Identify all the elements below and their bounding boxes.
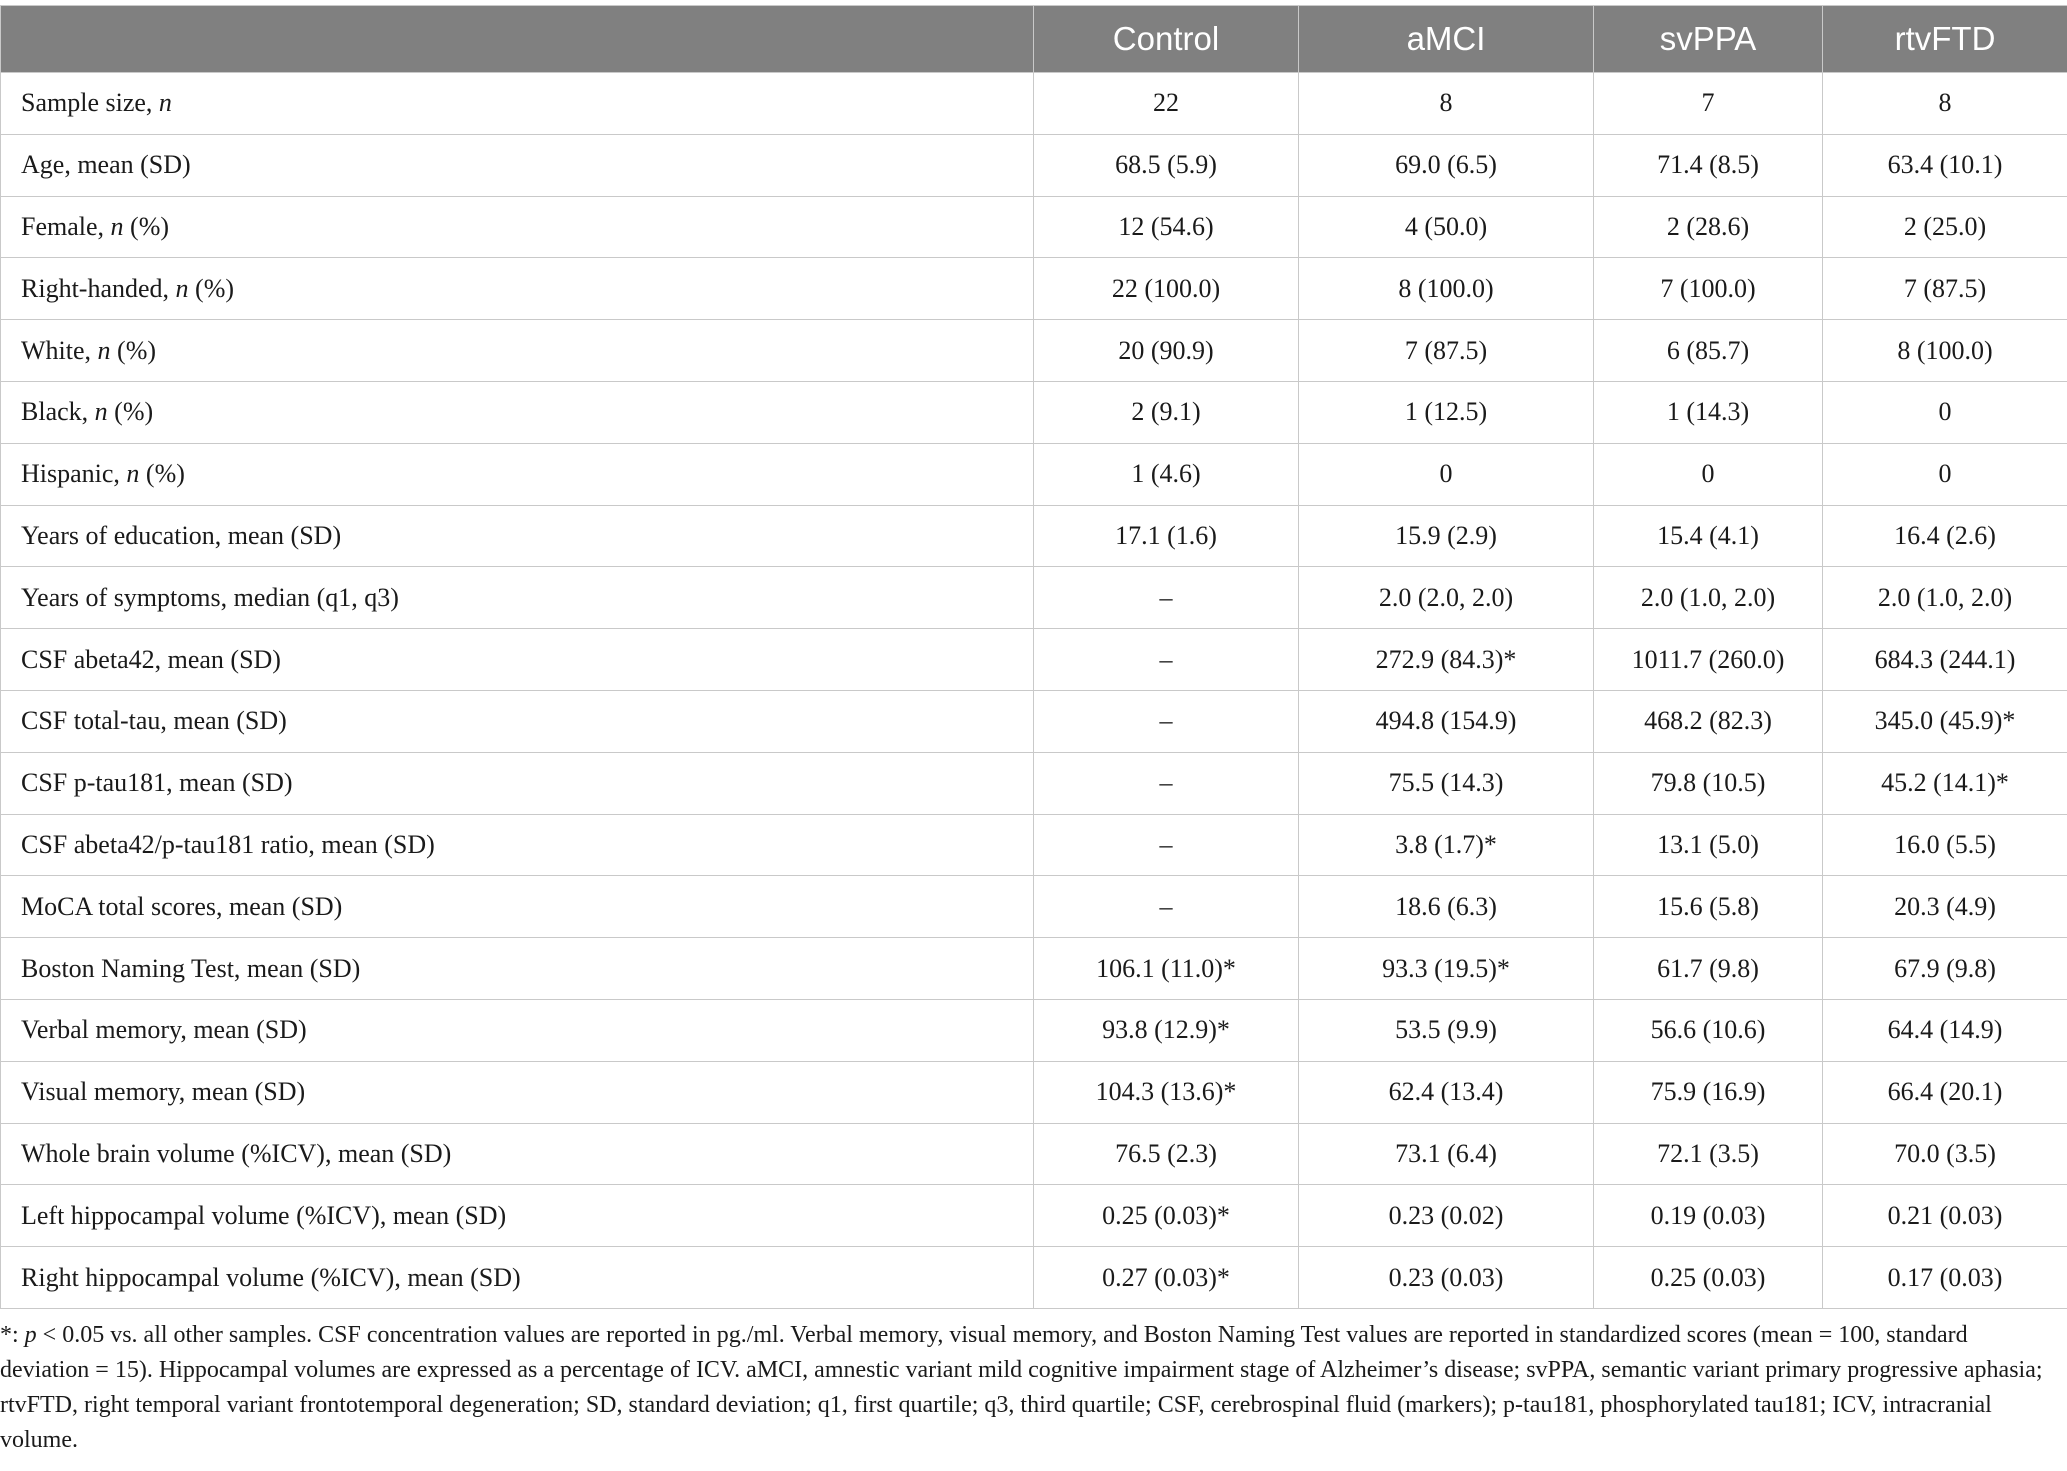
demographics-table <box>0 5 2067 1309</box>
cell-amci: 0 <box>1299 443 1594 505</box>
table-row <box>1 1247 2067 1309</box>
row-label-italic: n <box>110 211 124 241</box>
cell-amci: 8 <box>1299 73 1594 135</box>
cell-rtvftd: 16.0 (5.5) <box>1823 814 2067 876</box>
cell-control: – <box>1034 690 1299 752</box>
row-label <box>1 690 1034 752</box>
row-label <box>1 629 1034 691</box>
cell-rtvftd: 2.0 (1.0, 2.0) <box>1823 567 2067 629</box>
row-label-italic: n <box>175 273 189 303</box>
table-row <box>1 258 2067 320</box>
cell-amci: 75.5 (14.3) <box>1299 752 1594 814</box>
row-label-text: Age, mean (SD) <box>21 150 191 180</box>
header-cell-rtvftd: rtvFTD <box>1823 6 2067 73</box>
header-row <box>1 6 2067 73</box>
row-label <box>1 938 1034 1000</box>
table-row <box>1 381 2067 443</box>
row-label-tail: (%) <box>188 273 235 303</box>
cell-rtvftd: 0.21 (0.03) <box>1823 1185 2067 1247</box>
row-label <box>1 1247 1034 1309</box>
cell-control: 0.27 (0.03)* <box>1034 1247 1299 1309</box>
row-label <box>1 443 1034 505</box>
row-label <box>1 876 1034 938</box>
cell-amci: 0.23 (0.03) <box>1299 1247 1594 1309</box>
cell-svppa: 0.19 (0.03) <box>1594 1185 1823 1247</box>
cell-amci: 494.8 (154.9) <box>1299 690 1594 752</box>
row-label <box>1 752 1034 814</box>
row-label <box>1 814 1034 876</box>
table-footnote <box>0 1318 2060 1458</box>
cell-rtvftd: 66.4 (20.1) <box>1823 1061 2067 1123</box>
table-row <box>1 876 2067 938</box>
row-label-text: Verbal memory, mean (SD) <box>21 1015 307 1045</box>
footnote-p-symbol: p <box>24 1322 37 1348</box>
cell-rtvftd: 2 (25.0) <box>1823 196 2067 258</box>
cell-control: – <box>1034 752 1299 814</box>
row-label <box>1 320 1034 382</box>
table-body <box>1 73 2067 1309</box>
cell-amci: 0.23 (0.02) <box>1299 1185 1594 1247</box>
row-label-tail: (%) <box>107 397 154 427</box>
row-label-text: Female, <box>21 211 111 241</box>
cell-svppa: 15.4 (4.1) <box>1594 505 1823 567</box>
cell-control: 1 (4.6) <box>1034 443 1299 505</box>
footnote-lead: *: <box>0 1322 25 1348</box>
row-label-text: Years of education, mean (SD) <box>21 520 342 550</box>
row-label-text: Black, <box>21 397 95 427</box>
cell-amci: 1 (12.5) <box>1299 381 1594 443</box>
row-label <box>1 258 1034 320</box>
cell-amci: 7 (87.5) <box>1299 320 1594 382</box>
row-label <box>1 1185 1034 1247</box>
table-row <box>1 1061 2067 1123</box>
cell-rtvftd: 345.0 (45.9)* <box>1823 690 2067 752</box>
cell-control: 22 (100.0) <box>1034 258 1299 320</box>
cell-control: 93.8 (12.9)* <box>1034 999 1299 1061</box>
row-label <box>1 196 1034 258</box>
cell-amci: 15.9 (2.9) <box>1299 505 1594 567</box>
row-label <box>1 381 1034 443</box>
cell-svppa: 0 <box>1594 443 1823 505</box>
footnote-text: < 0.05 vs. all other samples. CSF concentration values are reported in pg./ml. Verbal memory, visual memory, and Boston Naming Test values are reported in standardized scores (mean = 100, standard deviation = 15). Hippocampal volumes are expressed as a percentage of ICV. aMCI, amnestic variant mild cognitive impairment stage of Alzheimer’s disease; svPPA, semantic variant primary progressive aphasia; rtvFTD, right temporal variant frontotemporal degeneration; SD, standard deviation; q1, first quartile; q3, third quartile; CSF, cerebrospinal fluid (markers); p-tau181, phosphorylated tau181; ICV, intracranial volume. <box>0 1322 2043 1453</box>
cell-amci: 69.0 (6.5) <box>1299 134 1594 196</box>
row-label-tail: (%) <box>139 459 185 489</box>
cell-svppa: 1011.7 (260.0) <box>1594 629 1823 691</box>
table-row <box>1 690 2067 752</box>
cell-amci: 73.1 (6.4) <box>1299 1123 1594 1185</box>
cell-svppa: 7 <box>1594 73 1823 135</box>
cell-control: 0.25 (0.03)* <box>1034 1185 1299 1247</box>
table-row <box>1 814 2067 876</box>
table-row <box>1 938 2067 1000</box>
cell-rtvftd: 16.4 (2.6) <box>1823 505 2067 567</box>
row-label-text: Hispanic, <box>21 459 127 489</box>
cell-rtvftd: 8 <box>1823 73 2067 135</box>
table-row <box>1 567 2067 629</box>
table-row <box>1 134 2067 196</box>
cell-control: 104.3 (13.6)* <box>1034 1061 1299 1123</box>
cell-rtvftd: 70.0 (3.5) <box>1823 1123 2067 1185</box>
cell-rtvftd: 0 <box>1823 443 2067 505</box>
row-label-text: Right-handed, <box>21 273 176 303</box>
cell-rtvftd: 7 (87.5) <box>1823 258 2067 320</box>
cell-svppa: 56.6 (10.6) <box>1594 999 1823 1061</box>
header-cell-control: Control <box>1034 6 1299 73</box>
cell-amci: 18.6 (6.3) <box>1299 876 1594 938</box>
cell-rtvftd: 0 <box>1823 381 2067 443</box>
cell-rtvftd: 63.4 (10.1) <box>1823 134 2067 196</box>
cell-control: 68.5 (5.9) <box>1034 134 1299 196</box>
cell-svppa: 61.7 (9.8) <box>1594 938 1823 1000</box>
cell-svppa: 1 (14.3) <box>1594 381 1823 443</box>
cell-control: 22 <box>1034 73 1299 135</box>
row-label <box>1 999 1034 1061</box>
cell-amci: 53.5 (9.9) <box>1299 999 1594 1061</box>
cell-amci: 272.9 (84.3)* <box>1299 629 1594 691</box>
table-row <box>1 443 2067 505</box>
row-label-text: CSF p-tau181, mean (SD) <box>21 768 293 798</box>
row-label-text: Visual memory, mean (SD) <box>21 1077 306 1107</box>
table-row <box>1 999 2067 1061</box>
table-row <box>1 73 2067 135</box>
cell-amci: 93.3 (19.5)* <box>1299 938 1594 1000</box>
row-label <box>1 505 1034 567</box>
row-label <box>1 1061 1034 1123</box>
row-label-text: MoCA total scores, mean (SD) <box>21 891 343 921</box>
cell-control: 20 (90.9) <box>1034 320 1299 382</box>
cell-control: 17.1 (1.6) <box>1034 505 1299 567</box>
row-label-text: Sample size, <box>21 88 159 118</box>
cell-rtvftd: 67.9 (9.8) <box>1823 938 2067 1000</box>
header-cell-amci: aMCI <box>1299 6 1594 73</box>
cell-svppa: 71.4 (8.5) <box>1594 134 1823 196</box>
row-label-text: Boston Naming Test, mean (SD) <box>21 953 361 983</box>
cell-svppa: 6 (85.7) <box>1594 320 1823 382</box>
cell-svppa: 13.1 (5.0) <box>1594 814 1823 876</box>
cell-control: – <box>1034 629 1299 691</box>
row-label <box>1 1123 1034 1185</box>
cell-svppa: 7 (100.0) <box>1594 258 1823 320</box>
row-label <box>1 567 1034 629</box>
row-label-text: CSF abeta42, mean (SD) <box>21 644 281 674</box>
cell-svppa: 2 (28.6) <box>1594 196 1823 258</box>
cell-rtvftd: 0.17 (0.03) <box>1823 1247 2067 1309</box>
cell-rtvftd: 64.4 (14.9) <box>1823 999 2067 1061</box>
row-label-italic: n <box>158 88 172 118</box>
cell-control: 12 (54.6) <box>1034 196 1299 258</box>
table-header <box>1 6 2067 73</box>
cell-svppa: 72.1 (3.5) <box>1594 1123 1823 1185</box>
table-row <box>1 1123 2067 1185</box>
cell-svppa: 468.2 (82.3) <box>1594 690 1823 752</box>
cell-amci: 62.4 (13.4) <box>1299 1061 1594 1123</box>
row-label-text: Whole brain volume (%ICV), mean (SD) <box>21 1138 452 1168</box>
table-row <box>1 1185 2067 1247</box>
row-label-italic: n <box>126 459 140 489</box>
row-label-tail: (%) <box>110 335 157 365</box>
cell-control: 106.1 (11.0)* <box>1034 938 1299 1000</box>
row-label <box>1 134 1034 196</box>
header-cell-empty <box>1 6 1034 73</box>
cell-rtvftd: 684.3 (244.1) <box>1823 629 2067 691</box>
cell-amci: 4 (50.0) <box>1299 196 1594 258</box>
row-label-text: White, <box>21 335 98 365</box>
row-label-italic: n <box>94 397 108 427</box>
cell-control: 2 (9.1) <box>1034 381 1299 443</box>
cell-svppa: 79.8 (10.5) <box>1594 752 1823 814</box>
table-row <box>1 196 2067 258</box>
table-row <box>1 752 2067 814</box>
cell-svppa: 2.0 (1.0, 2.0) <box>1594 567 1823 629</box>
row-label-italic: n <box>97 335 111 365</box>
row-label-text: Years of symptoms, median (q1, q3) <box>21 582 399 612</box>
cell-control: – <box>1034 814 1299 876</box>
cell-svppa: 15.6 (5.8) <box>1594 876 1823 938</box>
cell-control: – <box>1034 567 1299 629</box>
row-label-tail: (%) <box>123 211 170 241</box>
cell-svppa: 75.9 (16.9) <box>1594 1061 1823 1123</box>
cell-amci: 2.0 (2.0, 2.0) <box>1299 567 1594 629</box>
table-row <box>1 320 2067 382</box>
row-label-text: Left hippocampal volume (%ICV), mean (SD) <box>21 1200 507 1230</box>
cell-control: – <box>1034 876 1299 938</box>
table-row <box>1 505 2067 567</box>
cell-svppa: 0.25 (0.03) <box>1594 1247 1823 1309</box>
row-label-text: Right hippocampal volume (%ICV), mean (SD) <box>21 1262 521 1292</box>
header-cell-svppa: svPPA <box>1594 6 1823 73</box>
row-label <box>1 73 1034 135</box>
cell-amci: 3.8 (1.7)* <box>1299 814 1594 876</box>
cell-rtvftd: 45.2 (14.1)* <box>1823 752 2067 814</box>
table-row <box>1 629 2067 691</box>
row-label-text: CSF total-tau, mean (SD) <box>21 706 287 736</box>
cell-control: 76.5 (2.3) <box>1034 1123 1299 1185</box>
cell-rtvftd: 8 (100.0) <box>1823 320 2067 382</box>
cell-rtvftd: 20.3 (4.9) <box>1823 876 2067 938</box>
demographics-table-container <box>0 5 2067 1309</box>
cell-amci: 8 (100.0) <box>1299 258 1594 320</box>
row-label-text: CSF abeta42/p-tau181 ratio, mean (SD) <box>21 829 435 859</box>
